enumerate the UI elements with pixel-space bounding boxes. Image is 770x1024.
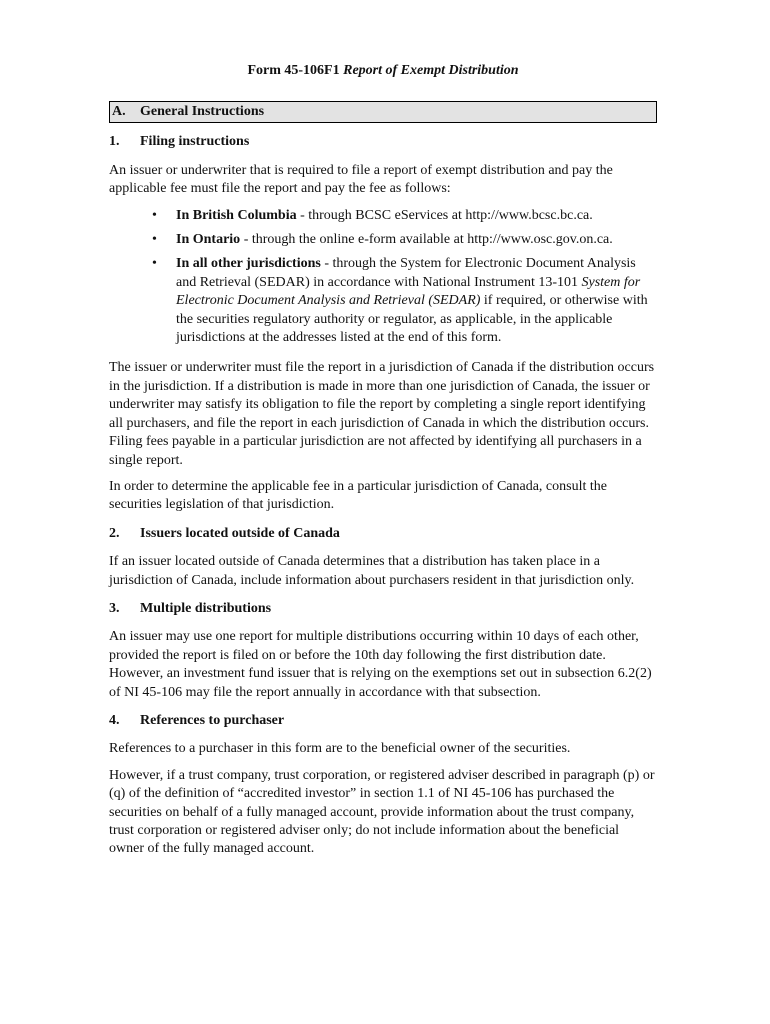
jurisdiction-name: In Ontario (176, 232, 241, 248)
heading-text: Issuers located outside of Canada (140, 525, 340, 541)
bullet-icon: • (152, 256, 157, 272)
heading-number: 3. (109, 600, 120, 616)
filing-intro-paragraph: An issuer or underwriter that is required to file a report of exempt distribution and pay the applicable fee must file the report and pay the fee as follows: (109, 162, 613, 197)
heading-number: 2. (109, 525, 120, 541)
filing-jurisdiction-paragraph: The issuer or underwriter must file the report in a jurisdiction of Canada if the distribution occurs in the jurisdiction. If a distribution is made in more than one jurisdiction of Canada, the issuer or underwriter may satisfy its obligation to file the report by completing a single report identifying all purchasers, and file the report in each jurisdiction of Canada in which the distribution occurs. Filing fees payable in a particular jurisdiction are not affected by identifying all purchasers in a single report. (109, 360, 655, 468)
form-number: Form 45-106F1 (247, 63, 340, 78)
section-letter: A. (112, 104, 126, 120)
jurisdiction-text: - through the online e-form available at http://www.osc.gov.on.ca. (240, 232, 613, 248)
heading-references-to-purchaser (109, 712, 657, 730)
form-name: Report of Exempt Distribution (343, 63, 519, 78)
heading-number: 1. (109, 134, 120, 150)
jurisdiction-text: - through BCSC eServices at http://www.bcsc.bc.ca. (296, 207, 593, 223)
list-item-ontario (109, 231, 657, 249)
section-label: General Instructions (140, 104, 265, 120)
heading-number: 4. (109, 712, 120, 728)
heading-text: References to purchaser (140, 712, 285, 728)
heading-text: Filing instructions (140, 134, 250, 150)
jurisdiction-name: In all other jurisdictions (176, 256, 321, 272)
jurisdiction-text-tail: if required, or otherwise with the securities regulatory authority or regulator, as applicable, in the applicable jurisdictions at the addresses listed at the end of this form. (176, 293, 648, 346)
instrument-title: System for Electronic Document Analysis and Retrieval (SEDAR) (176, 274, 641, 309)
issuers-outside-paragraph: If an issuer located outside of Canada determines that a distribution has taken place in a jurisdiction of Canada, include information about purchasers resident in that jurisdiction only. (109, 554, 635, 588)
jurisdiction-name: In British Columbia (176, 207, 297, 223)
heading-text: Multiple distributions (140, 600, 272, 616)
document-page (109, 62, 657, 867)
section-a-header (109, 101, 657, 123)
heading-issuers-outside-canada (109, 525, 657, 543)
jurisdiction-text: - through the System for Electronic Document Analysis and Retrieval (SEDAR) in accordance with National Instrument 13-101 (176, 256, 636, 290)
multiple-distributions-paragraph: An issuer may use one report for multiple distributions occurring within 10 days of each other, provided the report is filed on or before the 10th day following the first distribution date. However, an investment fund issuer that is relying on the exemptions set out in subsection 6.2(2) of NI 45-106 may file the report annually in accordance with that subsection. (109, 629, 652, 700)
heading-filing-instructions (109, 133, 657, 151)
managed-account-paragraph: However, if a trust company, trust corporation, or registered adviser described in paragraph (p) or (q) of the definition of “accredited investor” in section 1.1 of NI 45-106 has purchased the securities on behalf of a fully managed account, provide information about the trust company, trust corporation or registered adviser only; do not include information about the beneficial owner of the fully managed account. (109, 767, 655, 857)
bullet-icon: • (152, 207, 157, 223)
form-title (109, 62, 657, 80)
heading-multiple-distributions (109, 600, 657, 618)
bullet-icon: • (152, 232, 157, 248)
list-item-british-columbia (109, 207, 657, 225)
filing-jurisdiction-list (109, 207, 657, 348)
list-item-other-jurisdictions (109, 255, 657, 347)
purchaser-definition-paragraph: References to a purchaser in this form are to the beneficial owner of the securities. (109, 741, 571, 757)
filing-fee-paragraph: In order to determine the applicable fee in a particular jurisdiction of Canada, consult the securities legislation of that jurisdiction. (109, 478, 607, 513)
